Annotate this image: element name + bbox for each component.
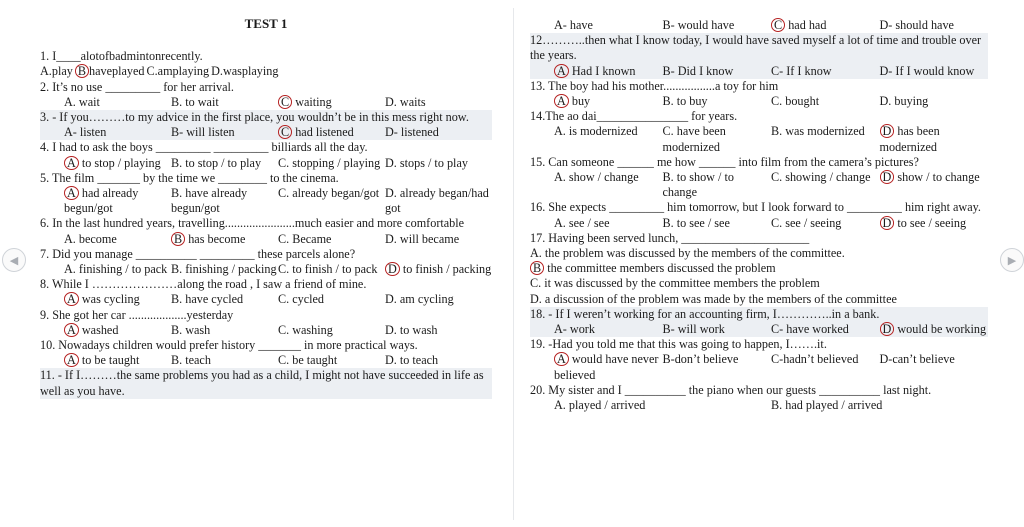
right-question-list (530, 18, 988, 413)
question-item (530, 337, 988, 383)
chevron-right-icon: ▶ (1007, 253, 1017, 267)
question-item (530, 200, 988, 230)
question-item (530, 109, 988, 155)
question-text: 16. She expects _________ him tomorrow, but I look forward to _________ him right away. (530, 200, 981, 215)
question-item (40, 247, 492, 277)
answer-option: C- have worked (771, 322, 849, 337)
answer-option: C. cycled (278, 292, 325, 307)
answer-options (530, 64, 988, 79)
answer-option: B- will work (662, 322, 725, 337)
answer-option-text: had already begun/got (64, 186, 139, 216)
answer-option (278, 95, 385, 110)
question-text: 19. -Had you told me that this was going to happen, I…….it. (530, 337, 827, 352)
question-item (40, 140, 492, 170)
answer-options (40, 186, 492, 216)
question-text: 12………..then what I know today, I would have saved myself a lot of time and trouble over the years. (530, 33, 982, 63)
answer-options (40, 353, 492, 368)
answer-option-text: would be working (894, 322, 987, 337)
question-text: 4. I had to ask the boys _________ _________ billiards all the day. (40, 140, 368, 155)
answer-option-text: buy (568, 94, 591, 109)
answer-option (880, 124, 989, 154)
question-text: 2. It’s no use _________ for her arrival. (40, 79, 234, 94)
answer-option-text: waiting (292, 94, 332, 109)
answer-option: A. played / arrived (554, 398, 646, 413)
answer-option-text: the committee members discussed the problem (544, 261, 776, 276)
selected-answer-mark: A (64, 323, 79, 337)
answer-option-text: has become (185, 231, 246, 246)
question-text: 9. She got her car ...................yesterday (40, 307, 234, 322)
answer-option: C. be taught (278, 353, 338, 368)
answer-option: D. a discussion of the problem was made by the members of the committee (530, 291, 897, 306)
answer-option: B- would have (662, 18, 735, 32)
selected-answer-mark: A (64, 186, 79, 200)
answer-option: B. to buy (662, 94, 708, 109)
answer-option: A. see / see (554, 215, 610, 230)
question-item (40, 338, 492, 368)
selected-answer-mark: B (530, 261, 544, 275)
answer-option-text: had had (785, 18, 827, 32)
selected-answer-mark: C (278, 95, 292, 109)
answer-option: D-can’t believe (879, 352, 955, 367)
selected-answer-mark: A (64, 292, 79, 306)
left-column (40, 0, 492, 399)
question-item (530, 231, 988, 307)
answer-option (171, 232, 278, 247)
question-item (40, 277, 492, 307)
answer-options (40, 95, 492, 110)
answer-option-text: to finish / packing (399, 262, 492, 277)
answer-options (530, 94, 988, 109)
answer-options (40, 125, 492, 140)
answer-option (64, 292, 171, 307)
answer-option (771, 18, 880, 33)
answer-option: B. had played / arrived (771, 398, 883, 413)
answer-option: A- have (554, 18, 593, 32)
selected-answer-mark: D (880, 124, 895, 138)
answer-option: A.play (40, 64, 73, 79)
answer-option: C. Became (278, 231, 332, 246)
question-text: 20. My sister and I __________ the piano when our guests __________ last night. (530, 382, 932, 397)
question-text: 11. - If I………the same problems you had as a child, I might not have succeeded in life as well as you have. (40, 368, 484, 398)
answer-options (530, 398, 988, 413)
answer-option: B. wash (171, 322, 211, 337)
answer-option: D- should have (879, 18, 954, 32)
answer-option: C. see / seeing (771, 215, 842, 230)
answer-option: B- will listen (171, 125, 235, 140)
answer-option: C. to finish / to pack (278, 262, 378, 277)
answer-option: B. teach (171, 353, 211, 368)
question-text: 15. Can someone ______ me how ______ into film from the camera’s pictures? (530, 154, 919, 169)
answer-options (530, 216, 988, 231)
selected-answer-mark: D (385, 262, 400, 276)
answer-option-text: to be taught (78, 353, 140, 368)
answer-option: A. the problem was discussed by the members of the committee. (530, 246, 845, 261)
question-text: 10. Nowadays children would prefer history _______ in more practical ways. (40, 338, 418, 353)
answer-option: B. was modernized (771, 124, 865, 139)
question-text: 13. The boy had his mother.................a toy for him (530, 78, 779, 93)
answer-option (64, 156, 171, 171)
answer-option (554, 352, 663, 382)
selected-answer-mark: D (880, 322, 895, 336)
question-text: 5. The film _______ by the time we ________ to the cinema. (40, 170, 339, 185)
answer-option (880, 322, 989, 337)
answer-option-text: to see / seeing (894, 215, 967, 230)
answer-option: D. already began/had got (385, 186, 489, 216)
answer-option-text: to stop / playing (78, 155, 161, 170)
answer-options (40, 292, 492, 307)
question-item (530, 155, 988, 201)
question-item (40, 308, 492, 338)
answer-option (278, 125, 385, 140)
answer-option: B. to wait (171, 94, 219, 109)
question-item (40, 216, 492, 246)
answer-option-text: would have never believed (554, 352, 659, 382)
page-title: TEST 1 (244, 16, 288, 31)
answer-option: B. to see / see (662, 215, 730, 230)
answer-option-text: was cycling (78, 292, 140, 307)
question-text: 17. Having been served lunch, _____________________ (530, 230, 810, 245)
answer-option: D. stops / to play (385, 155, 468, 170)
answer-option: D. waits (385, 94, 426, 109)
selected-answer-mark: A (64, 156, 79, 170)
answer-option (554, 94, 663, 109)
answer-option-text: has been modernized (879, 124, 940, 154)
answer-options (530, 352, 988, 382)
answer-option: B. finishing / packing (171, 262, 277, 277)
answer-options (40, 262, 492, 277)
answer-option (75, 64, 145, 79)
selected-answer-mark: C (278, 125, 292, 139)
answer-options (40, 323, 492, 338)
selected-answer-mark: B (171, 232, 185, 246)
answer-option: C. stopping / playing (278, 155, 381, 170)
question-item (530, 307, 988, 337)
answer-option: B. have cycled (171, 292, 244, 307)
question-text: 6. In the last hundred years, travelling.......................much easier and more comfortable (40, 216, 465, 231)
answer-option: C. bought (771, 94, 820, 109)
answer-option: B. have already begun/got (171, 186, 248, 216)
selected-answer-mark: A (64, 353, 79, 367)
answer-option: A. is modernized (554, 124, 638, 139)
answer-option (880, 216, 989, 231)
question-item (40, 368, 492, 398)
answer-option: C. it was discussed by the committee members the problem (530, 276, 820, 291)
answer-option: A. wait (64, 94, 100, 109)
answer-option: A. become (64, 231, 117, 246)
selected-answer-mark: D (880, 216, 895, 230)
answer-option: D- listened (385, 125, 439, 140)
answer-options (530, 170, 988, 200)
answer-option: C.amplaying (146, 64, 210, 79)
question-text: 8. While I …………………along the road , I saw a friend of mine. (40, 277, 367, 292)
answer-option: D- If I would know (879, 63, 975, 78)
answer-option: D. to wash (385, 322, 438, 337)
answer-option (530, 261, 988, 276)
question-item (40, 171, 492, 217)
answer-option: A. show / change (554, 170, 639, 185)
question-item (40, 80, 492, 110)
selected-answer-mark: D (880, 170, 895, 184)
question-item (40, 110, 492, 140)
answer-options (530, 246, 988, 307)
answer-options (530, 124, 988, 154)
question-item (530, 33, 988, 79)
page-divider (513, 8, 514, 520)
answer-option-text: Had I known (568, 63, 636, 78)
selected-answer-mark: B (75, 64, 89, 78)
answer-option: C. have been modernized (662, 124, 726, 154)
right-column (530, 0, 988, 413)
chevron-left-icon: ◀ (9, 253, 19, 267)
answer-options (40, 232, 492, 247)
answer-option: A. finishing / to pack (64, 262, 168, 277)
question-item (530, 18, 988, 33)
answer-option: B. to show / to change (662, 170, 734, 200)
answer-options (40, 156, 492, 171)
selected-answer-mark: A (554, 352, 569, 366)
answer-option: D.wasplaying (211, 64, 279, 79)
answer-options (530, 18, 988, 33)
previous-page-button[interactable] (2, 248, 26, 272)
answer-option (64, 353, 171, 368)
answer-option: B- Did I know (662, 63, 734, 78)
question-text: 14.The ao dai_______________ for years. (530, 109, 738, 124)
answer-option: D. will became (385, 231, 460, 246)
answer-option: C- If I know (771, 63, 832, 78)
answer-option: C. already began/got (278, 186, 380, 201)
answer-option: D. to teach (385, 353, 439, 368)
answer-option: C. showing / change (771, 170, 871, 185)
question-text: 7. Did you manage __________ _________ these parcels alone? (40, 246, 356, 261)
answer-option (880, 170, 989, 200)
answer-option: B-don’t believe (662, 352, 739, 367)
answer-option (64, 186, 171, 216)
answer-option (554, 64, 663, 79)
question-item (40, 49, 492, 79)
answer-option: A- work (554, 322, 595, 337)
answer-option: C. washing (278, 322, 333, 337)
answer-option-text: washed (78, 322, 119, 337)
answer-option: D. buying (879, 94, 929, 109)
question-item (530, 79, 988, 109)
answer-options (40, 64, 492, 79)
answer-option: B. to stop / to play (171, 155, 262, 170)
answer-option: D. am cycling (385, 292, 454, 307)
answer-option (64, 323, 171, 338)
selected-answer-mark: C (771, 18, 785, 32)
question-item (530, 383, 988, 413)
question-text: 18. - If I weren’t working for an accounting firm, I…………..in a bank. (530, 306, 880, 321)
answer-option-text: show / to change (894, 170, 980, 185)
question-text: 3. - If you………to my advice in the first place, you wouldn’t be in this mess right now. (40, 110, 469, 125)
left-question-list (40, 49, 492, 399)
next-page-button[interactable] (1000, 248, 1024, 272)
answer-option-text: had listened (292, 125, 354, 140)
selected-answer-mark: A (554, 64, 569, 78)
answer-option: C-hadn’t believed (771, 352, 859, 367)
answer-option: A- listen (64, 125, 107, 140)
answer-option (385, 262, 492, 277)
selected-answer-mark: A (554, 94, 569, 108)
answer-option-text: haveplayed (88, 64, 145, 79)
answer-options (530, 322, 988, 337)
question-text: 1. I____alotofbadmintonrecently. (40, 49, 203, 64)
